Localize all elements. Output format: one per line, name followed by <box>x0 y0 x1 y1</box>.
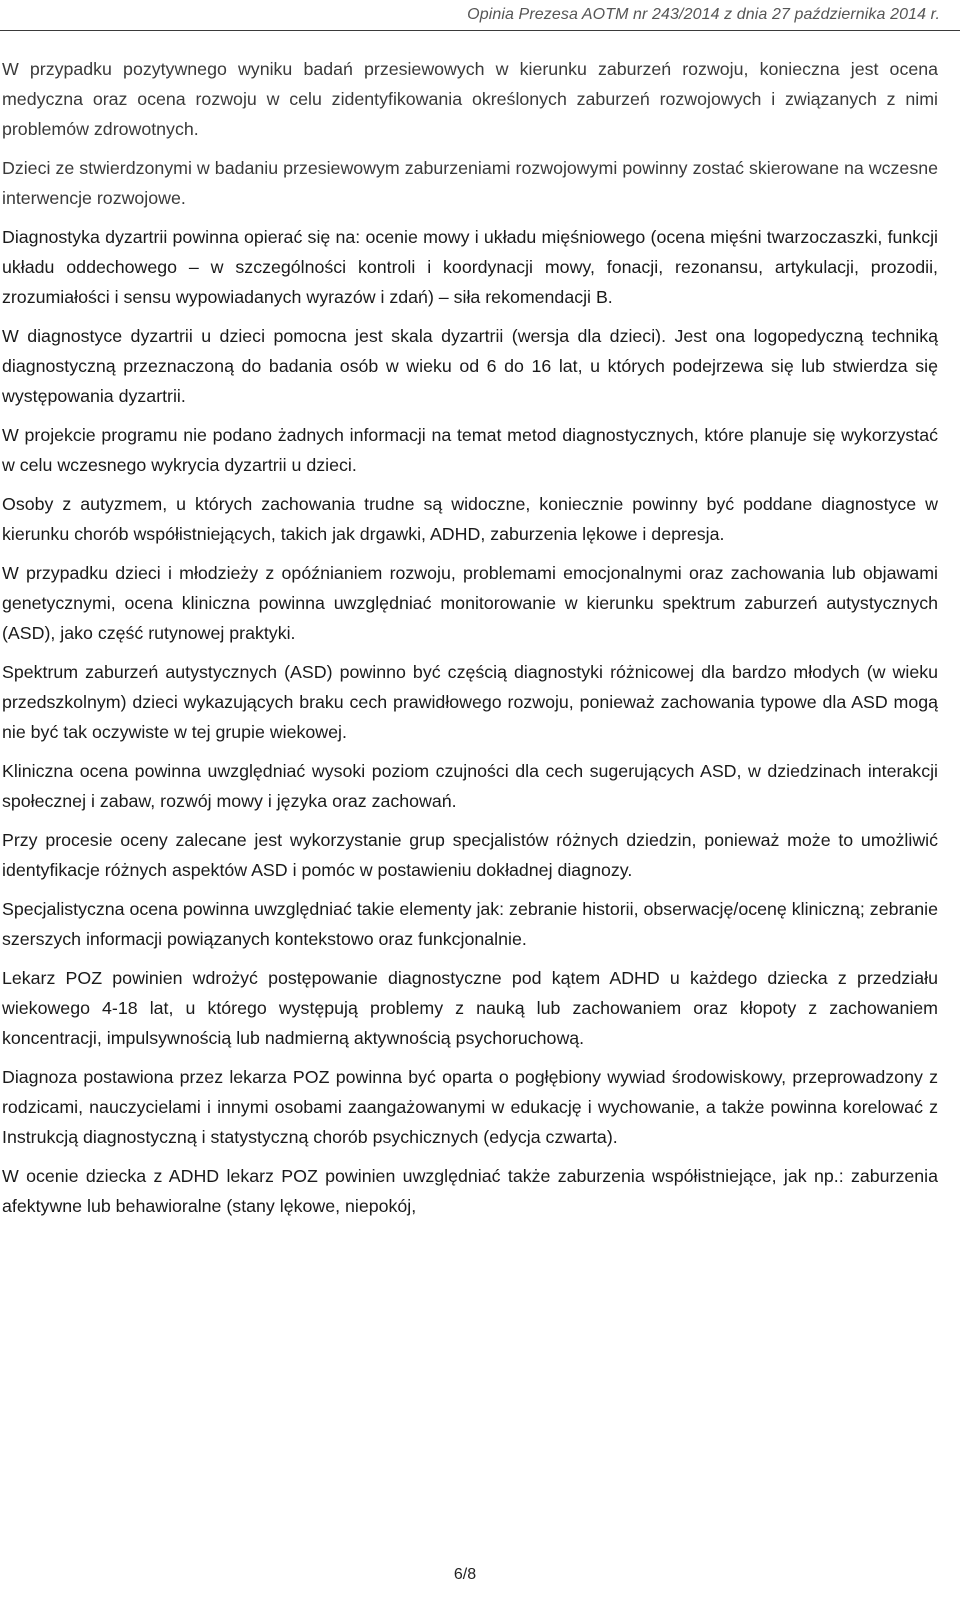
paragraph: Diagnostyka dyzartrii powinna opierać się na: ocenie mowy i układu mięśniowego (ocena mięśni twarzoczaszki, funkcji układu oddechowego – w szczególności kontroli i koordynacji mowy, fonacji, rezonansu, artykulacji, prozodii, zrozumiałości i sensu wypowiadanych wyrazów i zdań) – siła rekomendacji B. <box>2 227 938 307</box>
paragraph: Spektrum zaburzeń autystycznych (ASD) powinno być częścią diagnostyki różnicowej dla bardzo młodych (w wieku przedszkolnym) dzieci wykazujących braku cech prawidłowego rozwoju, ponieważ zachowania typowe dla ASD mogą nie być tak oczywiste w tej grupie wiekowej. <box>2 662 938 742</box>
paragraph: Kliniczna ocena powinna uwzględniać wysoki poziom czujności dla cech sugerujących ASD, w dziedzinach interakcji społecznej i zabaw, rozwój mowy i języka oraz zachowań. <box>2 761 938 811</box>
paragraph: W projekcie programu nie podano żadnych informacji na temat metod diagnostycznych, które planuje się wykorzystać w celu wczesnego wykrycia dyzartrii u dzieci. <box>2 425 938 475</box>
page-number: 6/8 <box>453 1566 477 1583</box>
paragraph: Dzieci ze stwierdzonymi w badaniu przesiewowym zaburzeniami rozwojowymi powinny zostać skierowane na wczesne interwencje rozwojowe. <box>2 158 938 208</box>
paragraph: W przypadku pozytywnego wyniku badań przesiewowych w kierunku zaburzeń rozwoju, konieczna jest ocena medyczna oraz ocena rozwoju w celu zidentyfikowania określonych zaburzeń rozwojowych i związanych z nimi problemów zdrowotnych. <box>2 59 938 139</box>
paragraph: Osoby z autyzmem, u których zachowania trudne są widoczne, koniecznie powinny być poddane diagnostyce w kierunku chorób współistniejących, takich jak drgawki, ADHD, zaburzenia lękowe i depresja. <box>2 494 938 544</box>
paragraph: W ocenie dziecka z ADHD lekarz POZ powinien uwzględniać także zaburzenia współistniejące, jak np.: zaburzenia afektywne lub behawioralne (stany lękowe, niepokój, <box>2 1166 938 1216</box>
page-footer <box>0 1566 930 1584</box>
paragraph: Diagnoza postawiona przez lekarza POZ powinna być oparta o pogłębiony wywiad środowiskowy, przeprowadzony z rodzicami, nauczycielami i innymi osobami zaangażowanymi w edukację i wychowanie, a także powinna korelować z Instrukcją diagnostyczną i statystyczną chorób psychicznych (edycja czwarta). <box>2 1067 938 1147</box>
document-body <box>2 54 938 1230</box>
paragraph: Przy procesie oceny zalecane jest wykorzystanie grup specjalistów różnych dziedzin, ponieważ może to umożliwić identyfikacje różnych aspektów ASD i pomóc w postawieniu dokładnej diagnozy. <box>2 830 938 880</box>
paragraph: Specjalistyczna ocena powinna uwzględniać takie elementy jak: zebranie historii, obserwację/ocenę kliniczną; zebranie szerszych informacji powiązanych kontekstowo oraz funkcjonalnie. <box>2 899 939 949</box>
paragraph: Lekarz POZ powinien wdrożyć postępowanie diagnostyczne pod kątem ADHD u każdego dziecka z przedziału wiekowego 4-18 lat, u którego występują problemy z nauką lub zachowaniem oraz kłopoty z zachowaniem koncentracji, impulsywnością lub nadmierną aktywnością psychoruchową. <box>2 968 938 1048</box>
paragraph: W diagnostyce dyzartrii u dzieci pomocna jest skala dyzartrii (wersja dla dzieci). Jest ona logopedyczną techniką diagnostyczną przeznaczoną do badania osób w wieku od 6 do 16 lat, u których podejrzewa się lub stwierdza się występowania dyzartrii. <box>2 326 938 406</box>
header-title: Opinia Prezesa AOTM nr 243/2014 z dnia 27 października 2014 r. <box>467 6 940 23</box>
paragraph: W przypadku dzieci i młodzieży z opóźnianiem rozwoju, problemami emocjonalnymi oraz zachowania lub objawami genetycznymi, ocena kliniczna powinna uwzględniać monitorowanie w kierunku spektrum zaburzeń autystycznych (ASD), jako część rutynowej praktyki. <box>2 563 938 643</box>
page-header <box>0 0 960 31</box>
